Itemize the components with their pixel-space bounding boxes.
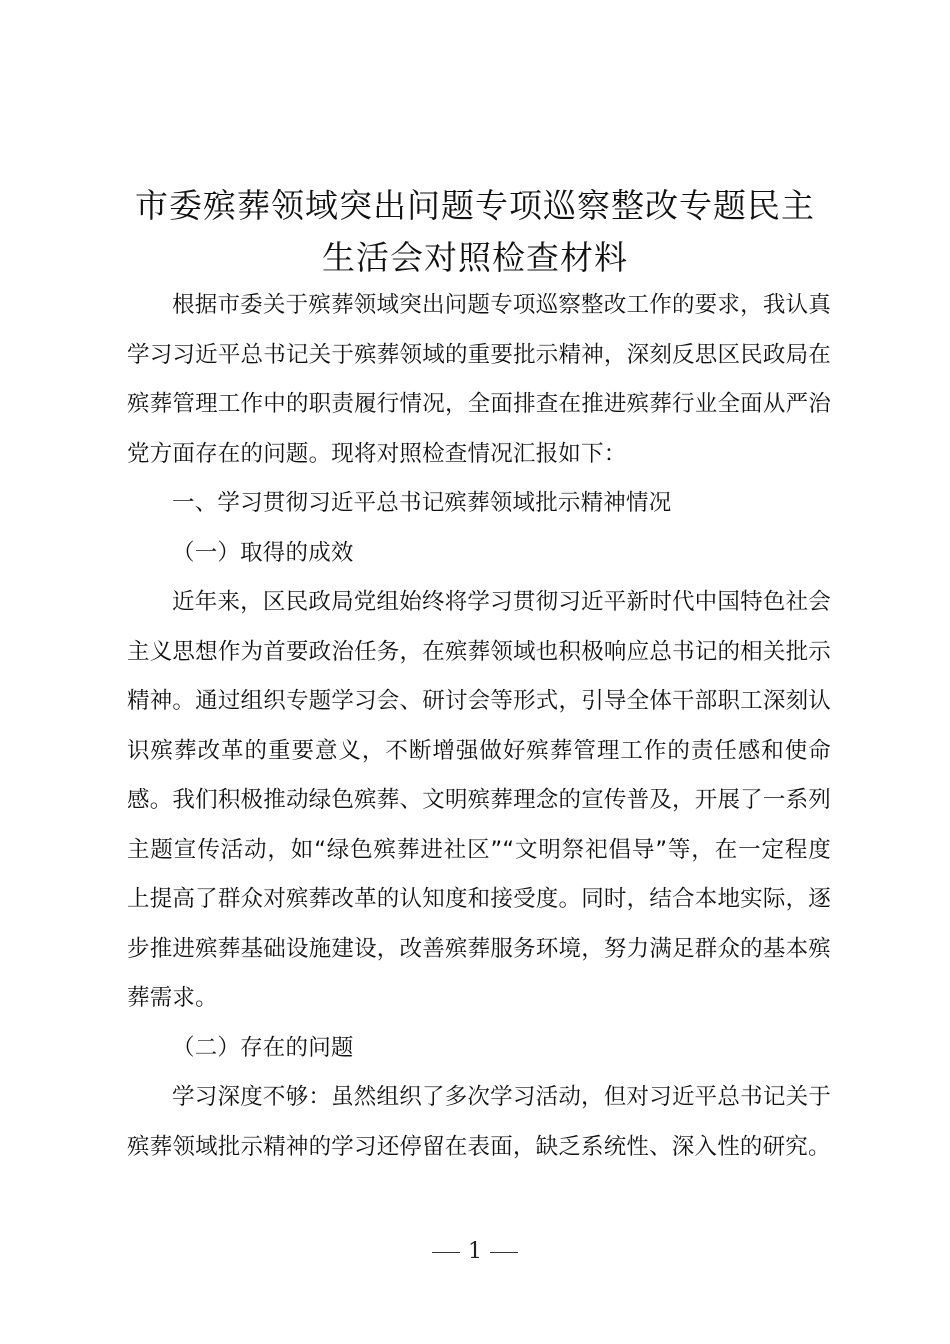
intro-paragraph: 根据市委关于殡葬领域突出问题专项巡察整改工作的要求，我认真学习习近平总书记关于殡葬领域的重要批示精神，深刻反思区民政局在殡葬管理工作中的职责履行情况，全面排查在推进殡葬行业全面从严治党方面存在的问题。现将对照检查情况汇报如下： (127, 292, 831, 467)
document-body (127, 281, 831, 1172)
subsection-2-heading: （二）存在的问题 (172, 1034, 354, 1061)
document-title-line-1: 市委殡葬领域突出问题专项巡察整改专题民主 (135, 186, 815, 225)
footer-dash-right (490, 1252, 518, 1253)
subsection-1-paragraph: 近年来，区民政局党组始终将学习贯彻习近平新时代中国特色社会主义思想作为首要政治任务，在殡葬领域也积极响应总书记的相关批示精神。通过组织专题学习会、研讨会等形式，引导全体干部职工深刻认识殡葬改革的重要意义，不断增强做好殡葬管理工作的责任感和使命感。我们积极推动绿色殡葬、文明殡葬理念的宣传普及，开展了一系列主题宣传活动，如“绿色殡葬进社区”“文明祭祀倡导”等，在一定程度上提高了群众对殡葬改革的认知度和接受度。同时，结合本地实际，逐步推进殡葬基础设施建设，改善殡葬服务环境，努力满足群众的基本殡葬需求。 (127, 589, 831, 1011)
document-title-line-2: 生活会对照检查材料 (322, 238, 628, 277)
section-1-heading: 一、学习贯彻习近平总书记殡葬领域批示精神情况 (172, 490, 672, 516)
page-number: 1 (468, 1239, 482, 1264)
subsection-2-paragraph: 学习深度不够：虽然组织了多次学习活动，但对习近平总书记关于殡葬领域批示精神的学习还停留在表面，缺乏系统性、深入性的研究。 (127, 1084, 831, 1160)
footer-dash-left (432, 1252, 460, 1253)
page-footer (0, 1232, 950, 1272)
subsection-1-heading: （一）取得的成效 (172, 539, 354, 566)
